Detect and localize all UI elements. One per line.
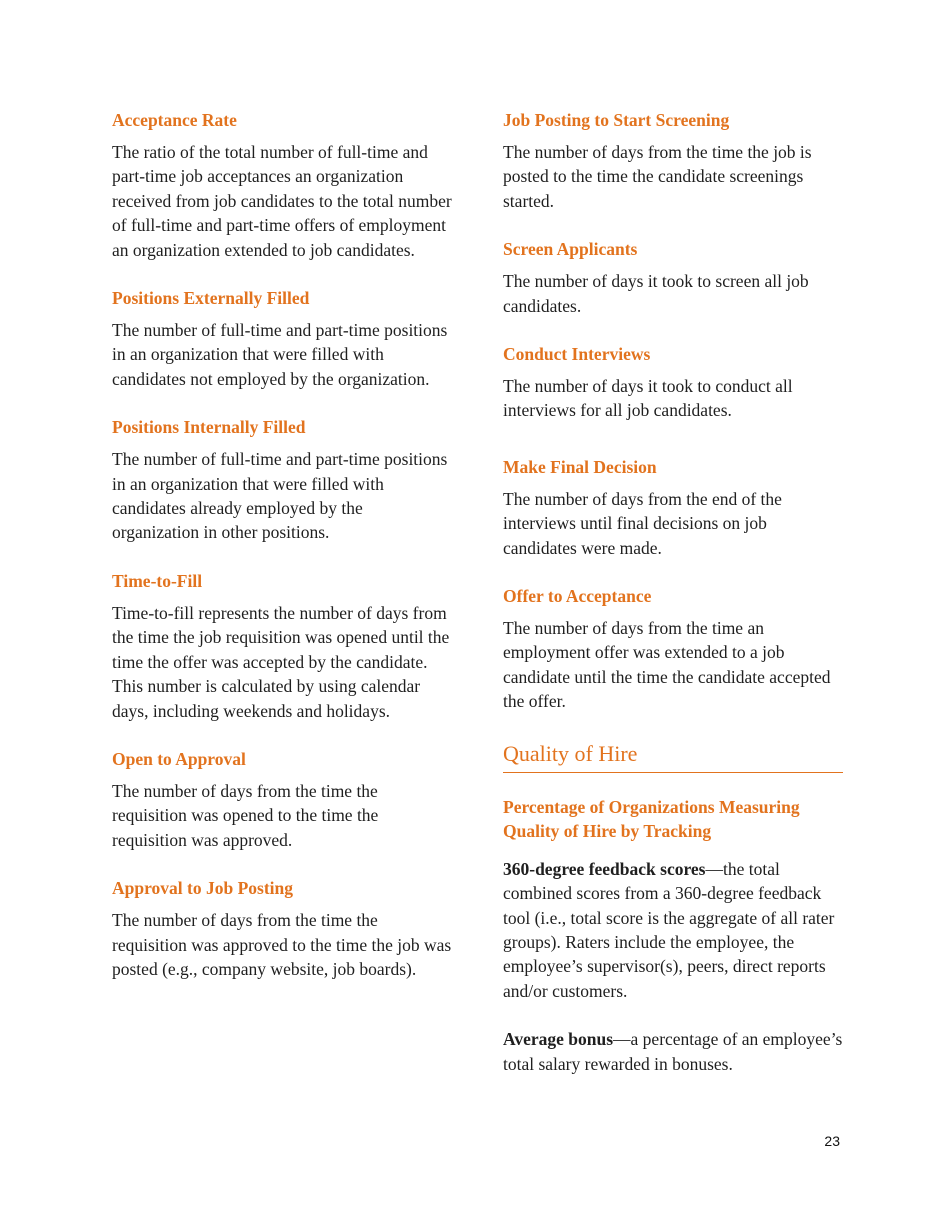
term-description: The number of full-time and part-time positions in an organization that were filled with candidates already employed by the organization in other positions. [112, 449, 448, 543]
definition-open-to-approval [112, 747, 452, 852]
term-heading: Job Posting to Start Screening [503, 110, 730, 130]
term-heading: Positions Externally Filled [112, 288, 310, 309]
definition-positions-internally-filled [112, 415, 452, 545]
term-description: The number of days it took to conduct all interviews for all job candidates. [503, 376, 793, 421]
entry-text: —the total combined scores from a 360-degree feedback tool (i.e., total score is the aggregate of all rater groups). Raters include the employee, the employee’s supervisor(s), peers, direct reports and/or customers. [503, 858, 835, 1001]
definition-screen-applicants [503, 237, 843, 318]
left-column [112, 108, 452, 1005]
definition-offer-to-acceptance [503, 584, 843, 714]
term-description: The number of full-time and part-time positions in an organization that were filled with candidates not employed by the organization. [112, 320, 448, 389]
term-description: The number of days from the time the requisition was approved to the time the job was posted (e.g., company website, job boards). [112, 910, 452, 979]
term-description: The number of days from the time the requisition was opened to the time the requisition was approved. [112, 780, 379, 850]
definition-make-final-decision [503, 455, 843, 560]
term-heading: Acceptance Rate [112, 110, 237, 130]
term-description: Time-to-fill represents the number of days from the time the job requisition was opened until the time the offer was accepted by the candidate. This number is calculated by using calendar days, including weekends and holidays. [112, 602, 450, 721]
term-heading: Time-to-Fill [112, 570, 203, 591]
entry-bold-label: Average bonus [503, 1029, 614, 1050]
definition-positions-externally-filled [112, 286, 452, 391]
page-number: 23 [824, 1133, 840, 1149]
definition-job-posting-to-start-screening [503, 108, 843, 213]
term-heading: Open to Approval [112, 748, 246, 769]
term-heading: Conduct Interviews [503, 344, 651, 365]
definition-conduct-interviews [503, 342, 843, 423]
term-heading: Approval to Job Posting [112, 878, 294, 899]
term-description: The number of days it took to screen all job candidates. [503, 271, 809, 316]
term-description: The ratio of the total number of full-time and part-time job acceptances an organization received from job candidates to the total number of full-time and part-time offers of employment an organization extended to job candidates. [112, 142, 452, 260]
entry-average-bonus [503, 1027, 843, 1076]
entry-text: —a percentage of an employee’s total salary rewarded in bonuses. [503, 1029, 843, 1074]
term-heading: Offer to Acceptance [503, 586, 652, 607]
entry-bold-label: 360-degree feedback scores [503, 858, 706, 879]
term-heading: Make Final Decision [503, 456, 657, 477]
term-description: The number of days from the time the job is posted to the time the candidate screenings started. [503, 142, 812, 211]
entry-360-feedback [503, 857, 843, 1003]
definition-acceptance-rate [112, 108, 452, 262]
subsection-heading: Percentage of Organizations Measuring Quality of Hire by Tracking [503, 796, 800, 841]
term-heading: Positions Internally Filled [112, 417, 306, 438]
definition-approval-to-job-posting [112, 876, 452, 981]
section-title-quality-of-hire: Quality of Hire [503, 740, 843, 773]
term-heading: Screen Applicants [503, 239, 638, 260]
definition-time-to-fill [112, 569, 452, 723]
term-description: The number of days from the time an employment offer was extended to a job candidate until the time the candidate accepted the offer. [503, 618, 831, 712]
right-column [503, 108, 843, 1100]
term-description: The number of days from the end of the interviews until final decisions on job candidates were made. [503, 488, 782, 558]
